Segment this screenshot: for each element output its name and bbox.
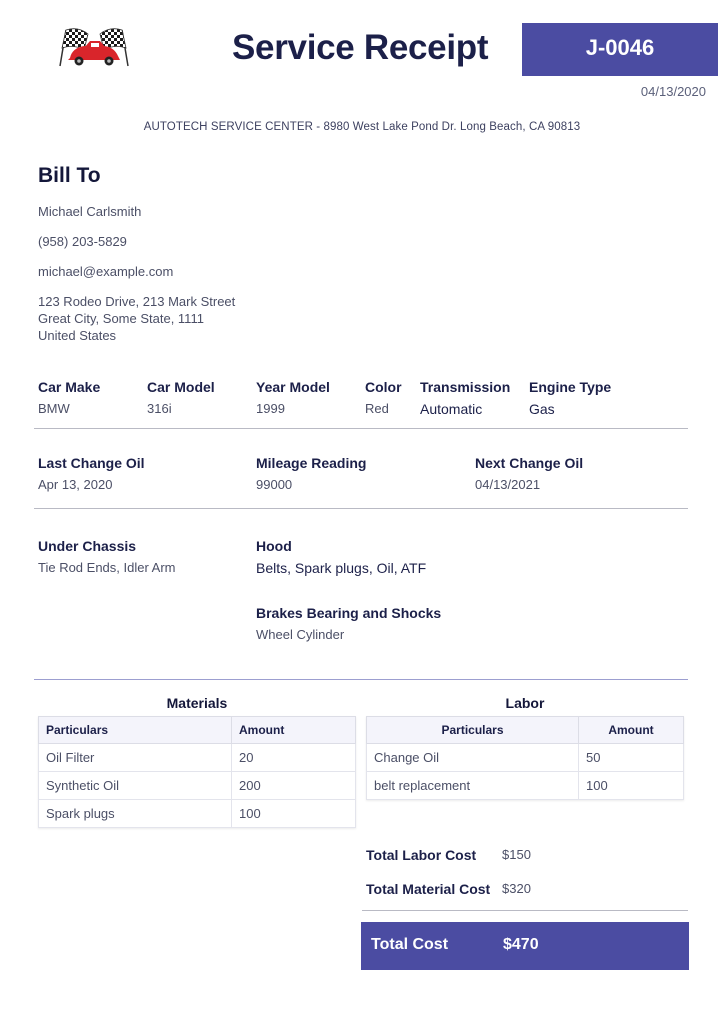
- table-row: [367, 772, 684, 800]
- next-change-oil-label: Next Change Oil: [475, 455, 584, 471]
- total-labor-label: Total Labor Cost: [366, 847, 477, 863]
- color-label: Color: [365, 379, 402, 395]
- color-value: Red: [365, 401, 389, 416]
- engine-type-value: Gas: [529, 401, 555, 417]
- bill-to-heading: Bill To: [38, 164, 101, 187]
- hood-value: Belts, Spark plugs, Oil, ATF: [256, 560, 427, 576]
- service-center-address: AUTOTECH SERVICE CENTER - 8980 West Lake Pond Dr. Long Beach, CA 90813: [143, 121, 581, 133]
- materials-table: [38, 716, 356, 828]
- table-row: [39, 772, 356, 800]
- hood-label: Hood: [256, 538, 292, 554]
- address-line-2: Great City, Some State, 1111: [38, 311, 204, 326]
- table-row: [39, 744, 356, 772]
- year-model-label: Year Model: [256, 379, 330, 395]
- page-title: Service Receipt: [232, 28, 489, 67]
- receipt-date: 04/13/2020: [640, 84, 706, 99]
- last-change-oil-value: Apr 13, 2020: [38, 477, 113, 492]
- address-line-3: United States: [38, 328, 117, 343]
- mileage-reading-label: Mileage Reading: [256, 455, 367, 471]
- material-amount: 200: [232, 772, 356, 800]
- transmission-label: Transmission: [420, 379, 511, 395]
- divider: [34, 508, 688, 509]
- total-cost-value: $470: [503, 936, 539, 953]
- divider: [362, 910, 688, 911]
- labor-table: [366, 716, 684, 800]
- labor-amount: 100: [579, 772, 684, 800]
- total-labor-value: $150: [502, 847, 531, 862]
- divider: [34, 428, 688, 429]
- labor-particular: Change Oil: [367, 744, 579, 772]
- labor-heading: Labor: [505, 695, 545, 711]
- table-row: [39, 800, 356, 828]
- material-particular: Synthetic Oil: [39, 772, 232, 800]
- table-row: [367, 744, 684, 772]
- labor-amount: 50: [579, 744, 684, 772]
- customer-phone: (958) 203-5829: [38, 234, 127, 249]
- engine-type-label: Engine Type: [529, 379, 612, 395]
- under-chassis-value: Tie Rod Ends, Idler Arm: [38, 560, 176, 575]
- material-particular: Oil Filter: [39, 744, 232, 772]
- transmission-value: Automatic: [420, 401, 483, 417]
- labor-col-amount: Amount: [579, 717, 684, 744]
- total-material-label: Total Material Cost: [366, 881, 491, 897]
- under-chassis-label: Under Chassis: [38, 538, 137, 554]
- materials-col-particulars: Particulars: [39, 717, 232, 744]
- materials-heading: Materials: [166, 695, 228, 711]
- divider: [34, 679, 688, 680]
- material-amount: 100: [232, 800, 356, 828]
- materials-col-amount: Amount: [232, 717, 356, 744]
- customer-email: michael@example.com: [38, 264, 174, 279]
- material-amount: 20: [232, 744, 356, 772]
- car-make-value: BMW: [38, 401, 70, 416]
- checkered-flag-car-logo-icon: [48, 26, 140, 70]
- total-cost-bar: [361, 922, 689, 970]
- mileage-reading-value: 99000: [256, 477, 293, 492]
- car-model-value: 316i: [147, 401, 172, 416]
- next-change-oil-value: 04/13/2021: [475, 477, 541, 492]
- car-make-label: Car Make: [38, 379, 101, 395]
- labor-particular: belt replacement: [367, 772, 579, 800]
- total-material-value: $320: [502, 881, 531, 896]
- brakes-value: Wheel Cylinder: [256, 627, 345, 642]
- total-cost-label: Total Cost: [371, 936, 449, 953]
- customer-address: [38, 293, 235, 344]
- last-change-oil-label: Last Change Oil: [38, 455, 145, 471]
- receipt-id-badge: J-0046: [522, 23, 718, 76]
- labor-col-particulars: Particulars: [367, 717, 579, 744]
- car-model-label: Car Model: [147, 379, 215, 395]
- address-line-1: 123 Rodeo Drive, 213 Mark Street: [38, 294, 236, 309]
- material-particular: Spark plugs: [39, 800, 232, 828]
- customer-name: Michael Carlsmith: [38, 204, 142, 219]
- year-model-value: 1999: [256, 401, 285, 416]
- brakes-label: Brakes Bearing and Shocks: [256, 605, 442, 621]
